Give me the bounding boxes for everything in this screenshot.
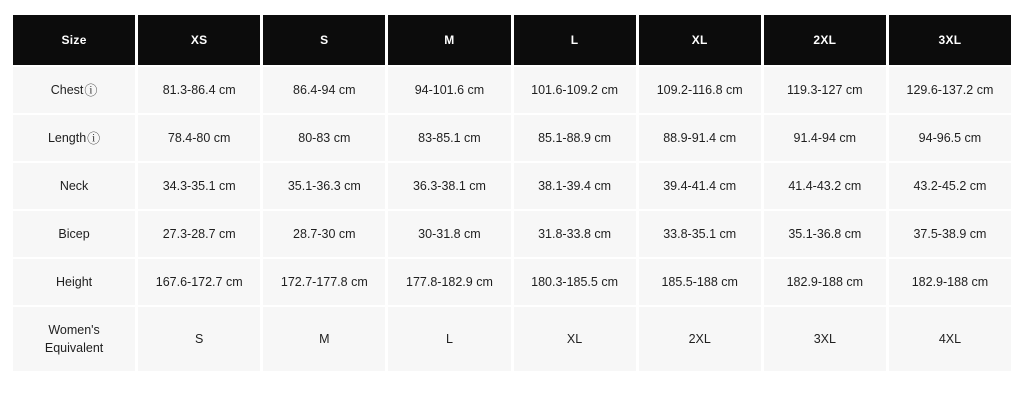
value-cell: 177.8-182.9 cm — [388, 259, 510, 305]
value-cell: 182.9-188 cm — [889, 259, 1011, 305]
value-cell: 43.2-45.2 cm — [889, 163, 1011, 209]
row-label-cell — [13, 307, 135, 371]
value-cell: 31.8-33.8 cm — [514, 211, 636, 257]
value-cell: 34.3-35.1 cm — [138, 163, 260, 209]
value-cell: 27.3-28.7 cm — [138, 211, 260, 257]
row-label-cell — [13, 211, 135, 257]
row-label: Bicep — [58, 226, 90, 241]
value-cell: 94-96.5 cm — [889, 115, 1011, 161]
column-header-size: Size — [13, 15, 135, 65]
value-cell: 85.1-88.9 cm — [514, 115, 636, 161]
value-cell: S — [138, 307, 260, 371]
table-row — [13, 259, 1011, 305]
table-row — [13, 67, 1011, 113]
value-cell: 109.2-116.8 cm — [639, 67, 761, 113]
value-cell: 28.7-30 cm — [263, 211, 385, 257]
value-cell: M — [263, 307, 385, 371]
column-header-xs: XS — [138, 15, 260, 65]
value-cell: 41.4-43.2 cm — [764, 163, 886, 209]
size-chart-body — [13, 67, 1011, 371]
value-cell: 83-85.1 cm — [388, 115, 510, 161]
column-header-l: L — [514, 15, 636, 65]
table-row — [13, 211, 1011, 257]
row-label: Women's Equivalent — [44, 322, 104, 355]
value-cell: 35.1-36.8 cm — [764, 211, 886, 257]
size-chart-header — [13, 15, 1011, 65]
value-cell: 78.4-80 cm — [138, 115, 260, 161]
info-icon[interactable]: ⓘ — [87, 130, 101, 146]
row-label-cell — [13, 115, 135, 161]
value-cell: 167.6-172.7 cm — [138, 259, 260, 305]
value-cell: 180.3-185.5 cm — [514, 259, 636, 305]
value-cell: 30-31.8 cm — [388, 211, 510, 257]
value-cell: 172.7-177.8 cm — [263, 259, 385, 305]
value-cell: 101.6-109.2 cm — [514, 67, 636, 113]
value-cell: 86.4-94 cm — [263, 67, 385, 113]
value-cell: 129.6-137.2 cm — [889, 67, 1011, 113]
value-cell: 39.4-41.4 cm — [639, 163, 761, 209]
row-label: Neck — [59, 178, 89, 193]
row-label: Height — [55, 274, 93, 289]
value-cell: 4XL — [889, 307, 1011, 371]
value-cell: 94-101.6 cm — [388, 67, 510, 113]
value-cell: 33.8-35.1 cm — [639, 211, 761, 257]
column-header-s: S — [263, 15, 385, 65]
value-cell: 182.9-188 cm — [764, 259, 886, 305]
row-label-cell — [13, 67, 135, 113]
value-cell: 3XL — [764, 307, 886, 371]
row-label-cell — [13, 259, 135, 305]
value-cell: 88.9-91.4 cm — [639, 115, 761, 161]
value-cell: 2XL — [639, 307, 761, 371]
row-label: Length — [47, 130, 87, 145]
size-chart-table — [10, 13, 1014, 373]
value-cell: 38.1-39.4 cm — [514, 163, 636, 209]
value-cell: 119.3-127 cm — [764, 67, 886, 113]
column-header-3xl: 3XL — [889, 15, 1011, 65]
value-cell: 37.5-38.9 cm — [889, 211, 1011, 257]
table-row — [13, 115, 1011, 161]
column-header-m: M — [388, 15, 510, 65]
value-cell: 91.4-94 cm — [764, 115, 886, 161]
value-cell: 35.1-36.3 cm — [263, 163, 385, 209]
table-row — [13, 307, 1011, 371]
value-cell: 185.5-188 cm — [639, 259, 761, 305]
value-cell: XL — [514, 307, 636, 371]
column-header-xl: XL — [639, 15, 761, 65]
row-label: Chest — [50, 82, 84, 97]
column-header-2xl: 2XL — [764, 15, 886, 65]
size-chart — [10, 13, 1014, 373]
value-cell: 81.3-86.4 cm — [138, 67, 260, 113]
table-row — [13, 163, 1011, 209]
value-cell: L — [388, 307, 510, 371]
value-cell: 80-83 cm — [263, 115, 385, 161]
row-label-cell — [13, 163, 135, 209]
value-cell: 36.3-38.1 cm — [388, 163, 510, 209]
info-icon[interactable]: ⓘ — [84, 82, 98, 98]
header-row — [13, 15, 1011, 65]
